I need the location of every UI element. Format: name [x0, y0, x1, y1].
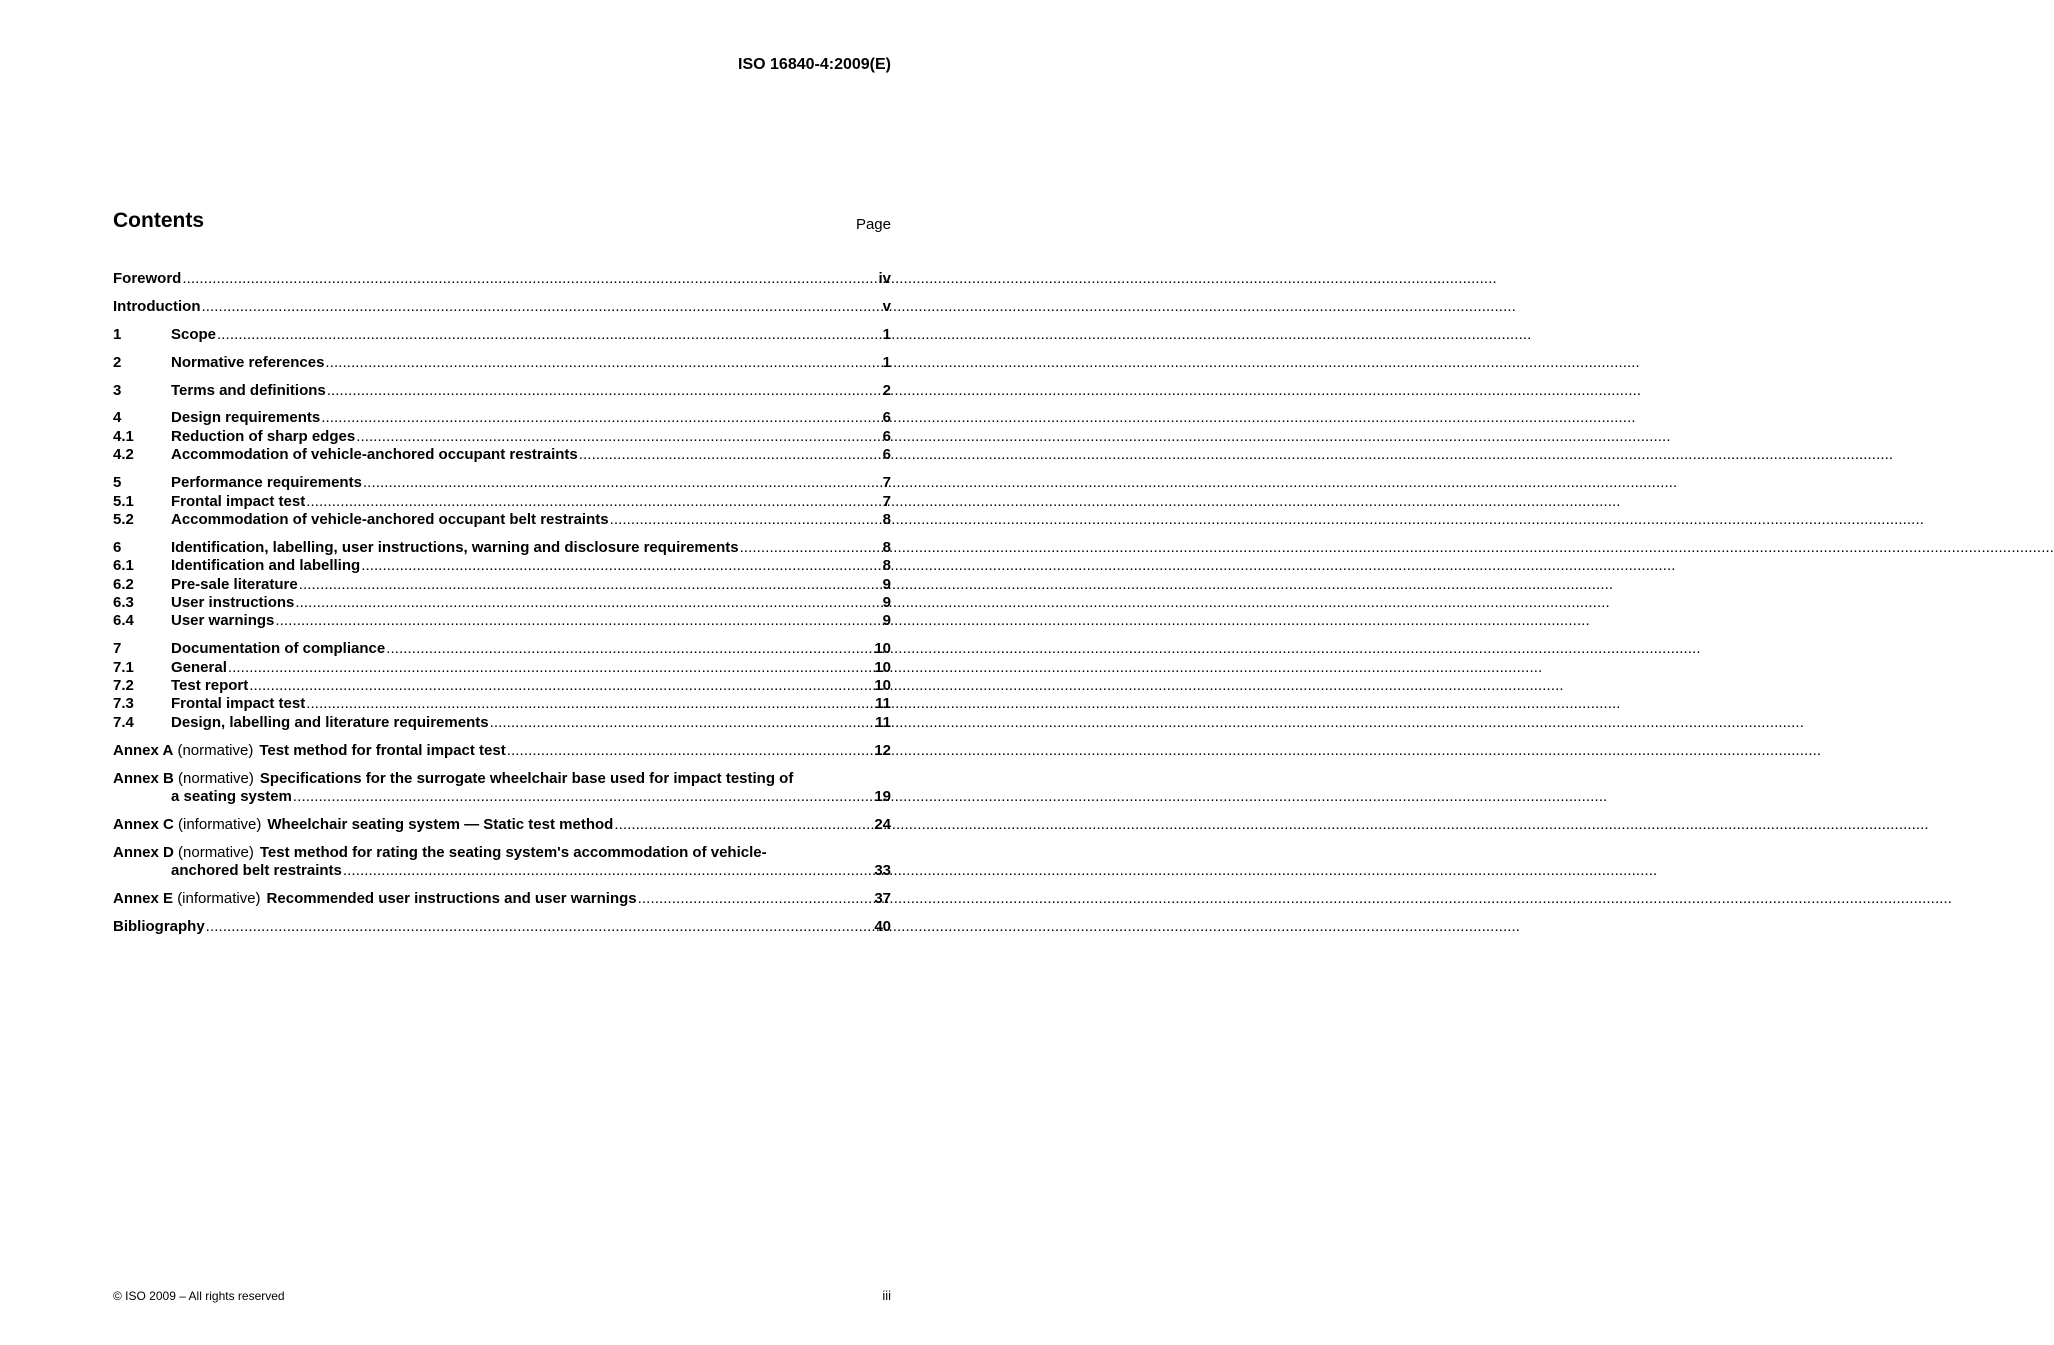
toc-group-6: [113, 539, 891, 631]
toc-entry-6[interactable]: [113, 539, 891, 557]
toc-page: 8: [882, 557, 891, 575]
toc-leader: [740, 539, 881, 557]
toc-number: 6.2: [113, 575, 134, 593]
toc-group-introduction: [113, 298, 891, 316]
toc-leader: [363, 474, 881, 492]
toc-leader: [356, 428, 880, 446]
annex-label: Annex B: [113, 769, 174, 787]
toc-title: Frontal impact test: [171, 695, 306, 713]
toc-title: Performance requirements: [171, 474, 362, 492]
annex-kind: (normative): [178, 843, 254, 861]
toc-entry-6-2[interactable]: [113, 576, 891, 594]
toc-title: Test method for rating the seating system's accommodation of vehicle-: [259, 843, 767, 861]
toc-group-foreword: [113, 270, 891, 288]
toc-entry-7-3[interactable]: [113, 695, 891, 713]
toc-entry-annex-b-cont[interactable]: [113, 788, 891, 806]
toc-number: 1: [113, 325, 122, 343]
toc-page: 6: [882, 427, 891, 445]
document-id: ISO 16840-4:2009(E): [738, 56, 891, 73]
toc-page: 10: [874, 640, 891, 658]
toc-title: Scope: [171, 325, 217, 343]
toc-entry-annex-d-cont[interactable]: [113, 862, 891, 880]
toc-page: 19: [874, 787, 891, 805]
toc-entry-7-1[interactable]: [113, 659, 891, 677]
toc-entry-7[interactable]: [113, 640, 891, 658]
toc-group-annex-d: [113, 844, 891, 881]
toc-page: 2: [882, 381, 891, 399]
toc-page: iv: [878, 270, 891, 287]
toc-group-2: [113, 354, 891, 372]
toc-leader: [306, 493, 880, 511]
toc-title: User instructions: [171, 593, 295, 611]
toc-entry-5[interactable]: [113, 474, 891, 492]
toc-entry-introduction[interactable]: [113, 298, 891, 316]
toc-page: 6: [882, 446, 891, 464]
toc-page: 8: [882, 538, 891, 556]
annex-label: Annex D: [113, 843, 174, 861]
toc-title: Frontal impact test: [171, 492, 306, 510]
annex-kind: (informative): [178, 815, 262, 833]
toc-entry-bibliography[interactable]: [113, 918, 891, 936]
toc-page: 9: [882, 593, 891, 611]
toc-page: v: [882, 297, 891, 315]
toc-leader: [321, 409, 880, 427]
toc-entry-5-1[interactable]: [113, 493, 891, 511]
annex-kind: (normative): [178, 769, 254, 787]
toc-leader: [490, 714, 874, 732]
toc-leader: [228, 659, 872, 677]
toc-entry-annex-e[interactable]: [113, 890, 891, 908]
toc-page: 24: [874, 815, 891, 833]
toc-number: 5: [113, 474, 122, 492]
toc-page: 11: [875, 713, 891, 731]
toc-entry-annex-d[interactable]: [113, 844, 891, 862]
toc-number: 2: [113, 353, 122, 371]
toc-number: 7.4: [113, 713, 134, 731]
annex-label: Annex C: [113, 815, 174, 833]
toc-title: Foreword: [113, 270, 182, 287]
toc-page: 9: [882, 612, 891, 630]
toc-leader: [610, 511, 881, 529]
toc-entry-7-2[interactable]: [113, 677, 891, 695]
contents-heading: Contents: [113, 209, 204, 232]
toc-group-annex-c: [113, 816, 891, 834]
toc-leader: [579, 446, 881, 464]
toc-number: 6: [113, 538, 122, 556]
toc-number: 5.1: [113, 492, 134, 510]
toc-leader: [306, 695, 873, 713]
toc-title: a seating system: [171, 787, 292, 805]
toc-page: 7: [882, 492, 891, 510]
toc-entry-annex-a[interactable]: [113, 742, 891, 760]
toc-title: General: [171, 658, 227, 676]
toc-number: 3: [113, 381, 122, 399]
toc-entry-annex-c[interactable]: [113, 816, 891, 834]
toc-entry-3[interactable]: [113, 382, 891, 400]
toc-page: 6: [882, 409, 891, 427]
toc-leader: [325, 354, 880, 372]
annex-kind: (informative): [177, 890, 261, 908]
toc-number: 6.4: [113, 612, 134, 630]
toc-page: 40: [874, 917, 891, 935]
toc-group-3: [113, 382, 891, 400]
toc-number: 6.1: [113, 557, 134, 575]
toc-leader: [361, 557, 880, 575]
page-number: iii: [882, 1288, 891, 1303]
toc-leader: [182, 270, 876, 288]
page-column-label: Page: [855, 216, 891, 233]
toc-title: Terms and definitions: [171, 381, 326, 399]
toc-group-7: [113, 640, 891, 732]
toc-number: 4: [113, 409, 122, 427]
toc-title: Design, labelling and literature requirements: [171, 713, 489, 731]
toc-page: 1: [882, 325, 891, 343]
toc-title: Design requirements: [171, 409, 321, 427]
toc-page: 37: [874, 890, 891, 908]
toc-entry-annex-b[interactable]: [113, 770, 891, 788]
toc-title: Wheelchair seating system — Static test method: [267, 815, 614, 833]
toc-title: Pre-sale literature: [171, 575, 298, 593]
toc-number: 7.1: [113, 658, 134, 676]
toc-title: User warnings: [171, 612, 275, 630]
toc-number: 4.1: [113, 427, 134, 445]
toc-title: Identification, labelling, user instructions, warning and disclosure requirements: [171, 538, 739, 556]
toc-number: 5.2: [113, 510, 134, 528]
toc-entry-4-2[interactable]: [113, 446, 891, 464]
toc-number: 4.2: [113, 446, 134, 464]
toc-leader: [206, 918, 873, 936]
toc-title: Reduction of sharp edges: [171, 427, 356, 445]
toc-leader: [614, 816, 872, 834]
annex-label: Annex A: [113, 741, 174, 759]
toc-group-1: [113, 326, 891, 344]
toc-entry-4-1[interactable]: [113, 428, 891, 446]
toc-number: 6.3: [113, 593, 134, 611]
toc-number: 7: [113, 640, 122, 658]
toc-entry-7-4[interactable]: [113, 714, 891, 732]
toc-title: Recommended user instructions and user warnings: [266, 890, 637, 908]
toc-leader: [327, 382, 881, 400]
toc-title: anchored belt restraints: [171, 862, 342, 880]
toc-group-annex-e: [113, 890, 891, 908]
toc-entry-6-4[interactable]: [113, 612, 891, 630]
toc-leader: [249, 677, 872, 695]
toc-entry-4[interactable]: [113, 409, 891, 427]
toc-leader: [343, 862, 872, 880]
toc-leader: [507, 742, 873, 760]
toc-entry-2[interactable]: [113, 354, 891, 372]
toc-title: Identification and labelling: [171, 557, 361, 575]
toc-title: Bibliography: [113, 917, 205, 935]
toc-title: Introduction: [113, 297, 201, 315]
toc-entry-6-1[interactable]: [113, 557, 891, 575]
toc-leader: [638, 890, 873, 908]
toc-group-4: [113, 409, 891, 464]
copyright-notice: © ISO 2009 – All rights reserved: [113, 1289, 285, 1303]
toc-page: 33: [874, 862, 891, 880]
toc-entry-5-2[interactable]: [113, 511, 891, 529]
document-page: [0, 0, 950, 1345]
toc-title: Normative references: [171, 353, 325, 371]
annex-kind: (normative): [177, 741, 254, 759]
toc-number: 7.3: [113, 695, 134, 713]
toc-leader: [275, 612, 880, 630]
toc-leader: [295, 594, 880, 612]
toc-number: 7.2: [113, 677, 134, 695]
toc-leader: [386, 640, 872, 658]
toc-title: Documentation of compliance: [171, 640, 386, 658]
toc-title: Test method for frontal impact test: [259, 741, 506, 759]
toc-title: Accommodation of vehicle-anchored occupant belt restraints: [171, 510, 609, 528]
toc-group-annex-b: [113, 770, 891, 807]
toc-page: 1: [882, 353, 891, 371]
toc-page: 12: [874, 741, 891, 759]
toc-leader: [217, 326, 881, 344]
toc-page: 11: [875, 695, 891, 713]
toc-entry-1[interactable]: [113, 326, 891, 344]
toc-page: 10: [874, 677, 891, 695]
annex-label: Annex E: [113, 890, 174, 908]
toc-entry-6-3[interactable]: [113, 594, 891, 612]
toc-leader: [201, 298, 880, 316]
toc-entry-foreword[interactable]: [113, 270, 891, 288]
toc-leader: [299, 576, 881, 594]
table-of-contents: [113, 270, 891, 946]
toc-title: Specifications for the surrogate wheelchair base used for impact testing of: [259, 769, 794, 787]
toc-page: 9: [882, 575, 891, 593]
toc-group-5: [113, 474, 891, 529]
toc-title: Accommodation of vehicle-anchored occupant restraints: [171, 446, 578, 464]
toc-group-bibliography: [113, 918, 891, 936]
toc-page: 8: [882, 510, 891, 528]
toc-group-annex-a: [113, 742, 891, 760]
toc-title: Test report: [171, 677, 249, 695]
toc-leader: [293, 788, 872, 806]
toc-page: 7: [882, 474, 891, 492]
toc-page: 10: [874, 658, 891, 676]
